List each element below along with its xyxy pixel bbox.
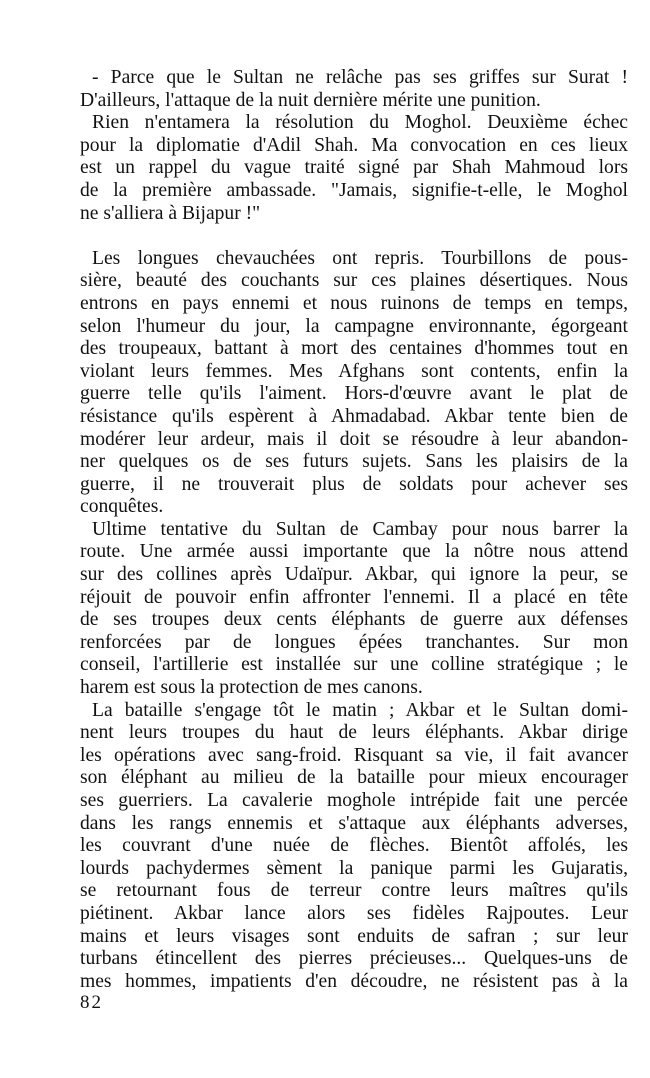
paragraph xyxy=(80,519,628,700)
text-line: est un rappel du vague traité signé par Shah Mahmoud lors xyxy=(80,157,628,179)
text-line: sière, beauté des couchants sur ces plaines désertiques. Nous xyxy=(80,270,628,292)
paragraph xyxy=(80,700,628,994)
text-line: D'ailleurs, l'attaque de la nuit dernière mérite une punition. xyxy=(80,89,541,111)
text-line: Ultime tentative du Sultan de Cambay pour nous barrer la xyxy=(92,518,628,540)
text-line: renforcées par de longues épées tranchantes. Sur mon xyxy=(80,631,628,653)
text-line: les opérations avec sang-froid. Risquant sa vie, il fait avancer xyxy=(80,744,628,766)
text-line: entrons en pays ennemi et nous ruinons de temps en temps, xyxy=(80,292,628,314)
text-line: Rien n'entamera la résolution du Moghol. Deuxième échec xyxy=(92,112,628,134)
text-line: de ses troupes deux cents éléphants de guerre aux défenses xyxy=(80,609,628,631)
text-line: conseil, l'artillerie est installée sur une colline stratégique ; le xyxy=(80,654,628,676)
text-line: ses guerriers. La cavalerie moghole intrépide fait une percée xyxy=(80,790,628,811)
page-body-text xyxy=(80,67,628,993)
text-line: les couvrant d'une nuée de flèches. Bientôt affolés, les xyxy=(80,835,628,857)
text-line: dans les rangs ennemis et s'attaque aux éléphants adverses, xyxy=(80,812,628,834)
text-line: des troupeaux, battant à mort des centaines d'hommes tout en xyxy=(80,338,628,360)
text-line: lourds pachydermes sèment la panique parmi les Gujaratis, xyxy=(80,857,628,879)
section-break xyxy=(80,225,628,248)
text-line: violant leurs femmes. Mes Afghans sont contents, enfin la xyxy=(80,360,628,382)
text-line: ner quelques os de ses futurs sujets. Sans les plaisirs de la xyxy=(80,451,628,473)
text-line: résistance qu'ils espèrent à Ahmadabad. Akbar tente bien de xyxy=(80,405,628,427)
text-line: se retournant fous de terreur contre leurs maîtres qu'ils xyxy=(80,880,628,902)
text-line: harem est sous la protection de mes canons. xyxy=(80,677,423,699)
text-line: modérer leur ardeur, mais il doit se résoudre à leur abandon- xyxy=(80,428,628,450)
text-line: guerre, il ne trouverait plus de soldats pour achever ses xyxy=(80,473,628,495)
text-line: mains et leurs visages sont enduits de safran ; sur leur xyxy=(80,925,628,947)
text-line: guerre telle qu'ils l'aiment. Hors-d'œuvre avant le plat de xyxy=(80,383,628,405)
text-line: ne s'alliera à Bijapur !" xyxy=(80,202,261,224)
text-line: mes hommes, impatients d'en découdre, ne résistent pas à la xyxy=(80,970,628,992)
paragraph xyxy=(80,112,628,225)
text-line: sur des collines après Udaïpur. Akbar, qui ignore la peur, se xyxy=(80,564,628,586)
page-number: 82 xyxy=(80,992,103,1013)
text-line: - Parce que le Sultan ne relâche pas ses griffes sur Surat ! xyxy=(92,67,628,88)
text-line: turbans étincellent des pierres précieuses... Quelques-uns de xyxy=(80,948,628,970)
text-line: pour la diplomatie d'Adil Shah. Ma convocation en ces lieux xyxy=(80,134,628,156)
text-line: de la première ambassade. "Jamais, signifie-t-elle, le Moghol xyxy=(80,179,628,201)
text-line: son éléphant au milieu de la bataille pour mieux encourager xyxy=(80,767,628,789)
text-line: La bataille s'engage tôt le matin ; Akbar et le Sultan domi- xyxy=(92,699,628,721)
paragraph xyxy=(80,67,628,112)
text-line: nent leurs troupes du haut de leurs éléphants. Akbar dirige xyxy=(80,722,628,744)
text-line: selon l'humeur du jour, la campagne environnante, égorgeant xyxy=(80,315,628,337)
text-line: route. Une armée aussi importante que la nôtre nous attend xyxy=(80,541,628,563)
paragraph xyxy=(80,248,628,519)
text-line: piétinent. Akbar lance alors ses fidèles Rajpoutes. Leur xyxy=(80,902,628,924)
text-line: conquêtes. xyxy=(80,496,164,518)
text-line: Les longues chevauchées ont repris. Tourbillons de pous- xyxy=(92,247,628,269)
text-line: réjouit de pouvoir enfin affronter l'ennemi. Il a placé en tête xyxy=(80,586,628,608)
